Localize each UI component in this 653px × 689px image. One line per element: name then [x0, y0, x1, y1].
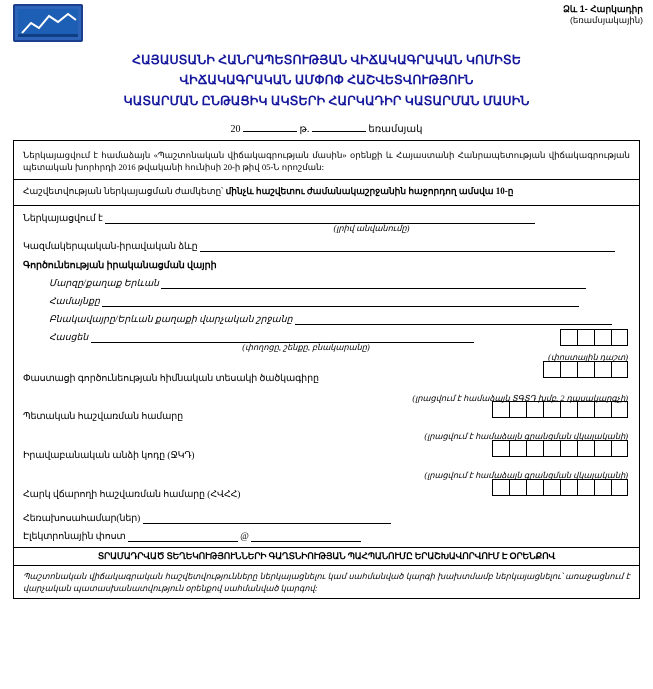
- title-line-2: ՎԻՃԱԿԱԳՐԱԿԱՆ ԱՄՓՈՓ ՀԱՇՎԵՏՎՈՒԹՅՈՒՆ: [179, 73, 474, 88]
- tax-cell-6[interactable]: [577, 479, 594, 496]
- tax-cell-1[interactable]: [492, 479, 509, 496]
- form-code-main: Ձև 1- Հարկադիր: [563, 4, 643, 14]
- main-form-box: [13, 140, 640, 599]
- statereg-cell-6[interactable]: [577, 401, 594, 418]
- chart-logo-icon: [18, 9, 78, 37]
- state-registration-label: Պետական հաշվառման համարը: [23, 412, 184, 423]
- field-state-registration: [21, 403, 632, 422]
- field-address: [21, 325, 632, 343]
- title-line-1: ՀԱՅԱՍՏԱՆԻ ՀԱՆՐԱՊԵՏՈՒԹՅԱՆ ՎԻՃԱԿԱԳՐԱԿԱՆ ԿՈՄԻՏԵ: [132, 53, 521, 67]
- deadline-prefix: Հաշվետվության ներկայացման ժամկետը՝: [23, 186, 224, 197]
- email-domain-input[interactable]: [251, 530, 361, 542]
- state-registration-hint: (լրացվում է համաձայն գրանցման վկայականի): [424, 432, 628, 442]
- postal-cell-1[interactable]: [560, 329, 577, 346]
- page-title: [0, 50, 653, 111]
- divider-3: [14, 547, 639, 548]
- year-input[interactable]: [243, 121, 297, 132]
- field-activity-code: [21, 363, 632, 384]
- field-phone: [21, 500, 632, 524]
- organization-name-label: Ներկայացվում է: [23, 214, 103, 224]
- address-input[interactable]: [91, 331, 474, 343]
- field-tax-number: [21, 481, 632, 500]
- legal-person-code-label: Իրավաբանական անձի կոդը (ՋԿԴ): [23, 451, 195, 462]
- email-user-input[interactable]: [128, 530, 238, 542]
- header: [0, 0, 653, 44]
- activity-code-label: Փաստացի գործունեության հիմնական տեսակի ծածկագիրը: [23, 373, 319, 384]
- community-label: Համայնքը: [49, 296, 100, 307]
- confidentiality-notice: ՏՐԱՄԱԴՐՎԱԾ ՏԵՂԵԿՈՒԹՅՈՒՆՆԵՐԻ ԳԱՂՏՆԻՈՒԹՅԱՆ ՊԱՀՊԱՆՈՒՄԸ ԵՐԱՇԽԱՎՈՐՎՈՒՄ Է ՕՐԵՆՔՈՎ: [97, 551, 556, 562]
- year-prefix: 20: [230, 123, 241, 135]
- settlement-label: Բնակավայրը/Երևան քաղաքի վարչական շրջանը: [49, 314, 293, 325]
- tax-number-boxes[interactable]: [492, 479, 628, 496]
- tax-cell-2[interactable]: [509, 479, 526, 496]
- legal-intro-text: Ներկայացվում է համաձայն «Պաշտոնական վիճակագրության մասին» օրենքի և Հայաստանի Հանրապետության վիճակագրության պետական խորհրդի 2016 թվականի հունիսի 20-ի թիվ 05-Ն որոշման:: [23, 150, 630, 173]
- statereg-cell-8[interactable]: [611, 401, 628, 418]
- postal-cell-2[interactable]: [577, 329, 594, 346]
- period-line: [0, 121, 653, 135]
- liability-footer-note: Պաշտոնական վիճակագրական հաշվետվությունները ներկայացնելու կամ սահմանված կարգի խախտմամբ ներկայացնելու՝ առաջացնում է վարչական պատասխանատվություն օրենքով սահմանված կարգով:: [23, 572, 630, 593]
- tax-cell-4[interactable]: [543, 479, 560, 496]
- email-at-symbol: @: [240, 532, 249, 543]
- statereg-cell-7[interactable]: [594, 401, 611, 418]
- activity-cell-3[interactable]: [577, 361, 594, 378]
- activity-cell-2[interactable]: [560, 361, 577, 378]
- tax-cell-8[interactable]: [611, 479, 628, 496]
- legalcode-cell-2[interactable]: [509, 440, 526, 457]
- quarter-input[interactable]: [312, 121, 366, 132]
- region-label: Մարզը/քաղաք Երևան: [49, 278, 160, 289]
- legalcode-cell-3[interactable]: [526, 440, 543, 457]
- address-hint: (փողոցը, շենքը, բնակարանը): [242, 342, 370, 352]
- tax-cell-7[interactable]: [594, 479, 611, 496]
- settlement-input[interactable]: [295, 313, 612, 325]
- phone-label: Հեռախոսահամար(ներ): [23, 514, 141, 525]
- postal-cell-4[interactable]: [611, 329, 628, 346]
- legalcode-cell-5[interactable]: [560, 440, 577, 457]
- tax-number-label: Հարկ վճարողի հաշվառման համարը (ՀՎՀՀ): [23, 490, 241, 501]
- legal-form-input[interactable]: [200, 240, 615, 252]
- statereg-cell-5[interactable]: [560, 401, 577, 418]
- legalcode-cell-6[interactable]: [577, 440, 594, 457]
- email-label: Էլեկտրոնային փոստ: [23, 532, 126, 543]
- state-registration-boxes[interactable]: [492, 401, 628, 418]
- organization-name-input[interactable]: [105, 212, 535, 224]
- field-region: [21, 271, 632, 289]
- activity-cell-5[interactable]: [611, 361, 628, 378]
- period-label: եռամսյակ: [368, 123, 423, 135]
- address-label: Հասցեն: [49, 332, 89, 343]
- legalcode-cell-1[interactable]: [492, 440, 509, 457]
- activity-location-section-title: Գործունեության իրականացման վայրի: [23, 260, 217, 271]
- region-input[interactable]: [161, 277, 586, 289]
- tax-cell-5[interactable]: [560, 479, 577, 496]
- statereg-cell-2[interactable]: [509, 401, 526, 418]
- form-code-sub: (եռամսյակային): [570, 15, 643, 26]
- field-legal-form: [21, 234, 632, 252]
- legal-person-code-hint: (լրացվում է համաձայն գրանցման վկայականի): [424, 471, 628, 481]
- postal-field-hint: (փոստային դաշտ): [548, 352, 628, 362]
- community-input[interactable]: [102, 295, 579, 307]
- legalcode-cell-7[interactable]: [594, 440, 611, 457]
- field-community: [21, 289, 632, 307]
- field-organization-name: [21, 206, 632, 224]
- divider-4: [14, 565, 639, 566]
- activity-cell-4[interactable]: [594, 361, 611, 378]
- legal-form-label: Կազմակերպական-իրավական ձևը: [23, 241, 198, 252]
- title-line-3: ԿԱՏԱՐՄԱՆ ԸՆԹԱՑԻԿ ԱԿՏԵՐԻ ՀԱՐԿԱԴԻՐ ԿԱՏԱՐՄԱՆ ՄԱՍԻՆ: [123, 93, 530, 108]
- deadline-row: [21, 180, 632, 203]
- form-code: [563, 3, 643, 27]
- activity-cell-1[interactable]: [543, 361, 560, 378]
- field-legal-person-code: [21, 442, 632, 461]
- statereg-cell-1[interactable]: [492, 401, 509, 418]
- year-suffix: թ.: [299, 123, 310, 135]
- legalcode-cell-4[interactable]: [543, 440, 560, 457]
- field-settlement: [21, 307, 632, 325]
- postal-cell-3[interactable]: [594, 329, 611, 346]
- postal-code-boxes[interactable]: [560, 329, 628, 346]
- organization-name-hint: (լրիվ անվանումը): [333, 224, 410, 233]
- activity-code-boxes[interactable]: [543, 361, 628, 378]
- statereg-cell-4[interactable]: [543, 401, 560, 418]
- activity-code-hint: (լրացվում է համաձայն ՏԳՏԴ խմբ. 2 դասակարգչի): [412, 393, 628, 403]
- legalcode-cell-8[interactable]: [611, 440, 628, 457]
- statistical-committee-logo: [13, 4, 83, 42]
- field-email: [21, 524, 632, 544]
- tax-cell-3[interactable]: [526, 479, 543, 496]
- phone-input[interactable]: [143, 512, 391, 524]
- statereg-cell-3[interactable]: [526, 401, 543, 418]
- legal-person-code-boxes[interactable]: [492, 440, 628, 457]
- deadline-value: մինչև հաշվետու ժամանակաշրջանին հաջորդող ամսվա 10-ը: [225, 186, 514, 197]
